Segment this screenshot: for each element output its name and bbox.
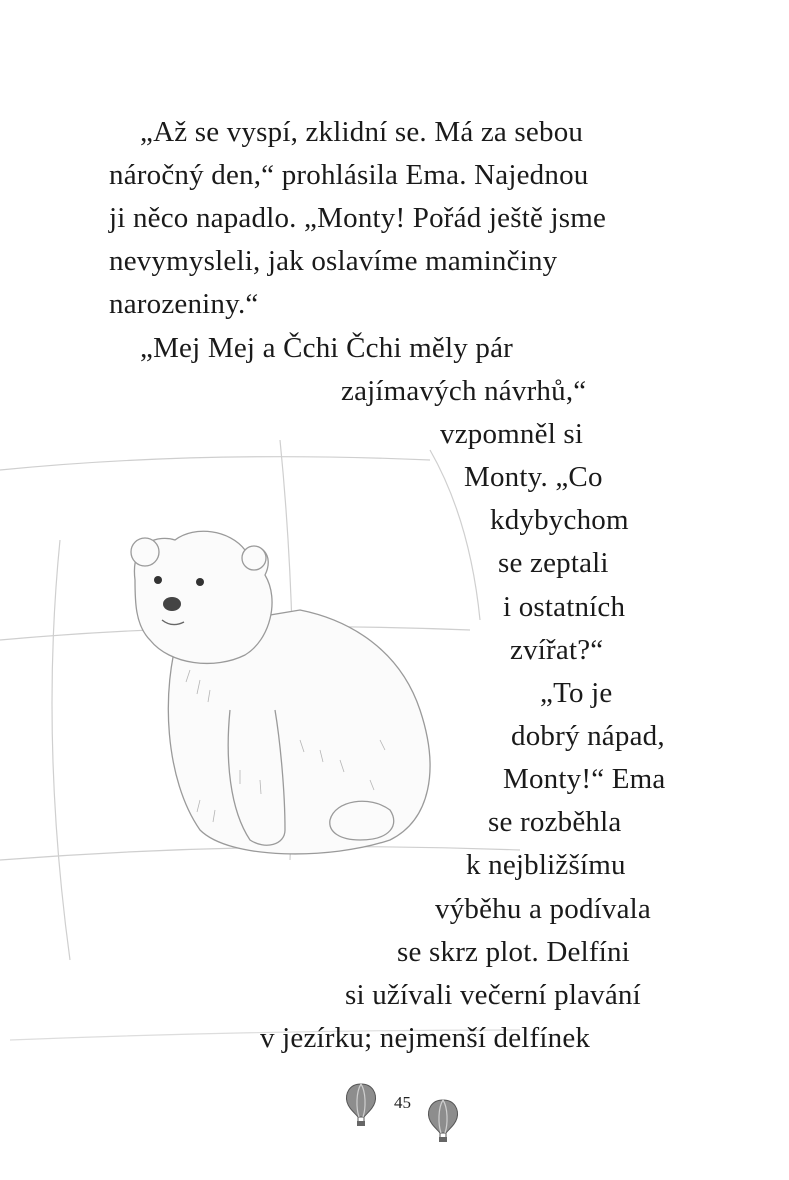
text-line: se zeptali	[498, 547, 609, 579]
text-line: k nejbližšímu	[466, 849, 626, 881]
bear-cub	[131, 531, 430, 854]
text-line: si užívali večerní plavání	[345, 979, 641, 1011]
text-line: narozeniny.“	[109, 288, 259, 320]
text-line: „Mej Mej a Čchi Čchi měly pár	[140, 332, 514, 364]
text-line: zajímavých návrhů,“	[341, 375, 587, 407]
text-line: nevymysleli, jak oslavíme maminčiny	[109, 245, 558, 277]
text-line: výběhu a podívala	[435, 893, 652, 925]
text-line: náročný den,“ prohlásila Ema. Najednou	[109, 159, 589, 191]
text-line: Monty!“ Ema	[503, 763, 666, 795]
text-line: vzpomněl si	[440, 418, 584, 450]
bear-eye	[196, 578, 204, 586]
bear-nose	[163, 597, 181, 611]
hot-air-balloon-icon	[343, 1082, 379, 1128]
text-line: i ostatních	[503, 591, 626, 623]
text-line: dobrý nápad,	[511, 720, 665, 752]
text-line: se rozběhla	[488, 806, 622, 838]
hot-air-balloon-icon	[425, 1098, 461, 1144]
page-number: 45	[394, 1093, 411, 1112]
text-line: ji něco napadlo. „Monty! Pořád ještě jsme	[109, 202, 607, 234]
text-line: Monty. „Co	[464, 461, 603, 493]
bear-eye	[154, 576, 162, 584]
text-line: se skrz plot. Delfíni	[397, 936, 630, 968]
enclosure-line	[0, 457, 430, 470]
text-line: kdybychom	[490, 504, 629, 536]
text-line: zvířat?“	[510, 634, 604, 666]
text-line: v jezírku; nejmenší delfínek	[260, 1022, 591, 1054]
polar-bear-illustration	[0, 440, 789, 1060]
text-line: „Až se vyspí, zklidní se. Má za sebou	[140, 116, 584, 148]
enclosure-line	[52, 540, 70, 960]
text-line: „To je	[540, 677, 613, 709]
